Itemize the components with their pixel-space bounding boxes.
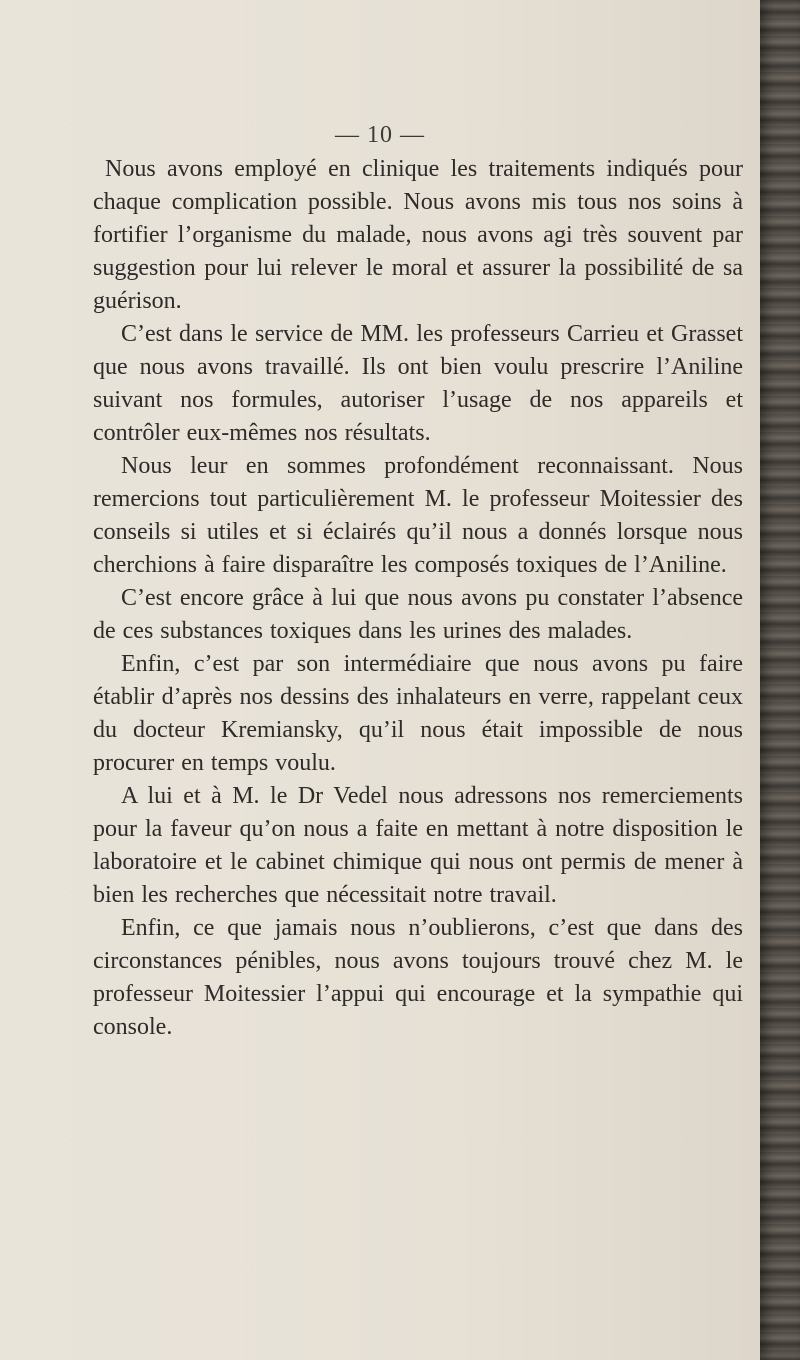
paragraph-5: Enfin, c’est par son intermédiaire que nous avons pu faire établir d’après nos dessins des inhalateurs en verre, rappelant ceux du docteur Kremiansky, qu’il nous était impossible de nous procurer en temps voulu. xyxy=(93,651,743,776)
paragraph-1: Nous avons employé en clinique les traitements indiqués pour chaque complication possible. Nous avons mis tous nos soins à fortifier l’organisme du malade, nous avons agi très souvent par suggestion pour lui relever le moral et assurer la possibilité de sa guérison. xyxy=(93,156,743,314)
paragraph-4: C’est encore grâce à lui que nous avons pu constater l’absence de ces substances toxiques dans les urines des malades. xyxy=(93,585,743,644)
page-text xyxy=(93,153,743,1044)
paragraph-3: Nous leur en sommes profondément reconnaissant. Nous remercions tout particulièrement M. le professeur Moitessier des conseils si utiles et si éclairés qu’il nous a donnés lorsque nous cherchions à faire disparaître les composés toxiques de l’Aniline. xyxy=(93,453,743,578)
paragraph-6: A lui et à M. le Dr Vedel nous adressons nos remerciements pour la faveur qu’on nous a faite en mettant à notre disposition le laboratoire et le cabinet chimique qui nous ont permis de mener à bien les recherches que nécessitait notre travail. xyxy=(93,783,743,908)
paragraph-7: Enfin, ce que jamais nous n’oublierons, c’est que dans des circonstances pénibles, nous avons toujours trouvé chez M. le professeur Moitessier l’appui qui encourage et la sympathie qui console. xyxy=(93,915,743,1040)
page-number: — 10 — xyxy=(335,122,425,148)
paragraph-2: C’est dans le service de MM. les professeurs Carrieu et Grasset que nous avons travaillé. Ils ont bien voulu prescrire l’Aniline suivant nos formules, autoriser l’usage de nos appareils et contrôler eux-mêmes nos résultats. xyxy=(93,321,743,446)
book-binding-edge xyxy=(760,0,800,1360)
